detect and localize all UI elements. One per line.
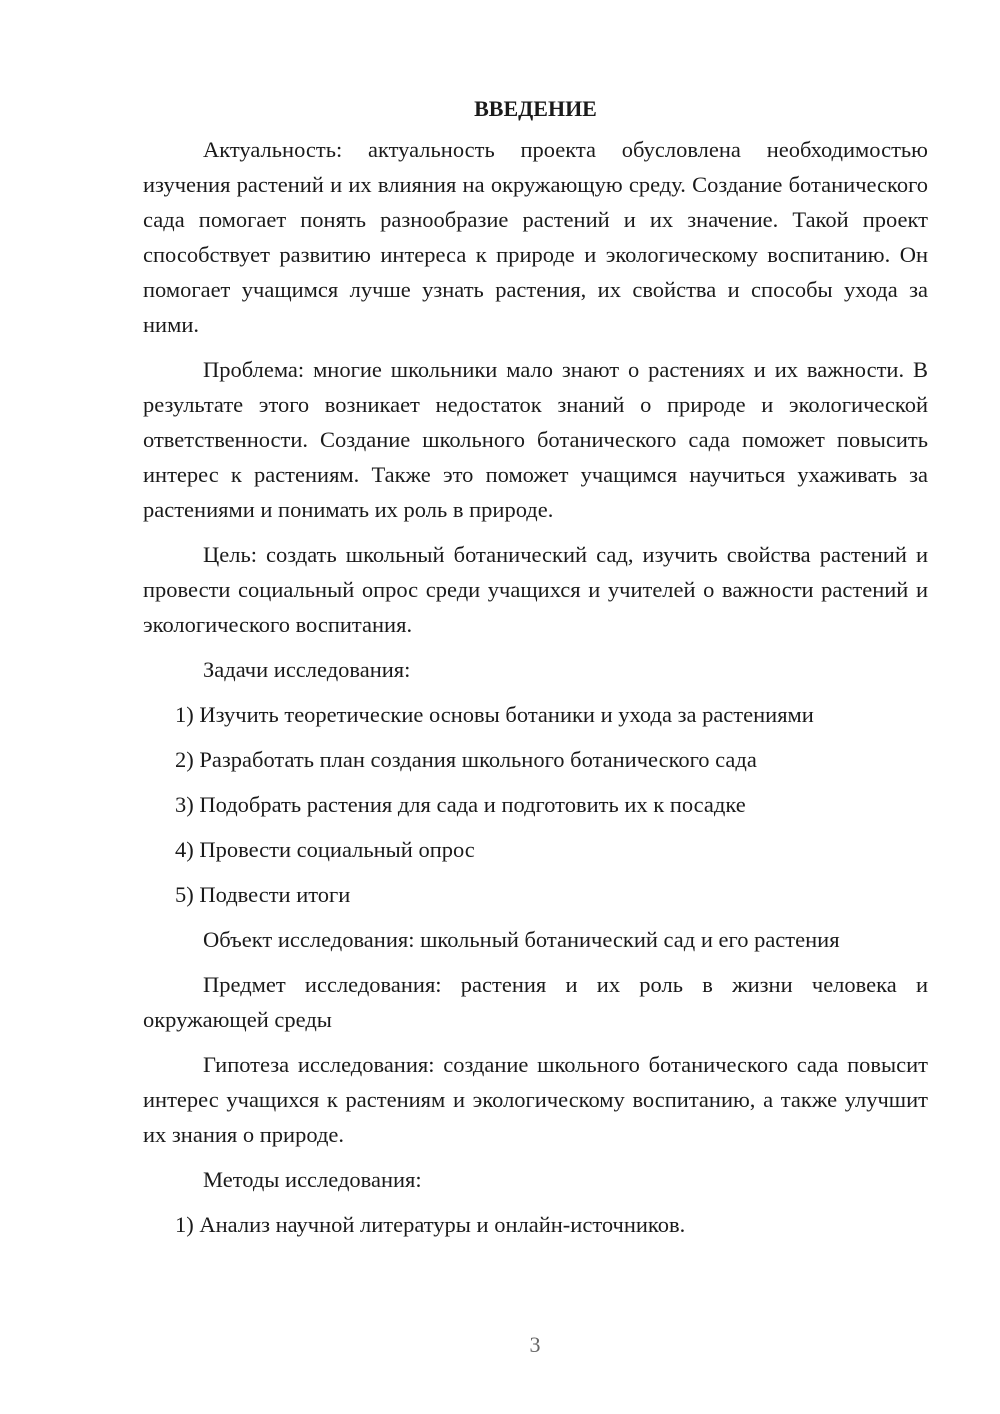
problem-paragraph: Проблема: многие школьники мало знают о растениях и их важности. В результате этого возникает недостаток знаний о природе и экологической ответственности. Создание школьного ботанического сада поможет повысить интерес к растениям. Также это поможет учащимся научиться ухаживать за растениями и понимать их роль в природе. bbox=[143, 357, 928, 522]
hypothesis-paragraph: Гипотеза исследования: создание школьного ботанического сада повысит интерес учащихся к растениям и экологическому воспитанию, а также улучшит их знания о природе. bbox=[143, 1052, 928, 1147]
subject-paragraph: Предмет исследования: растения и их роль в жизни человека и окружающей среды bbox=[143, 972, 928, 1032]
task-item: 3) Подобрать растения для сада и подготовить их к посадке bbox=[175, 792, 746, 817]
relevance-paragraph: Актуальность: актуальность проекта обусловлена необходимостью изучения растений и их влияния на окружающую среду. Создание ботанического сада помогает понять разнообразие растений и их значение. Такой проект способствует развитию интереса к природе и экологическому воспитанию. Он помогает учащимся лучше узнать растения, их свойства и способы ухода за ними. bbox=[143, 137, 928, 337]
task-item: 1) Изучить теоретические основы ботаники и ухода за растениями bbox=[175, 702, 814, 727]
page-number: 3 bbox=[529, 1332, 541, 1357]
document-page bbox=[143, 90, 928, 1252]
object-paragraph: Объект исследования: школьный ботанический сад и его растения bbox=[203, 927, 840, 952]
task-item: 4) Провести социальный опрос bbox=[175, 837, 475, 862]
task-item: 2) Разработать план создания школьного ботанического сада bbox=[175, 747, 757, 772]
method-item: 1) Анализ научной литературы и онлайн-источников. bbox=[175, 1212, 686, 1237]
methods-label: Методы исследования: bbox=[203, 1167, 422, 1192]
task-item: 5) Подвести итоги bbox=[175, 882, 351, 907]
tasks-label: Задачи исследования: bbox=[203, 657, 411, 682]
section-title: ВВЕДЕНИЕ bbox=[474, 96, 597, 121]
goal-paragraph: Цель: создать школьный ботанический сад, изучить свойства растений и провести социальный опрос среди учащихся и учителей о важности растений и экологического воспитания. bbox=[143, 542, 928, 637]
